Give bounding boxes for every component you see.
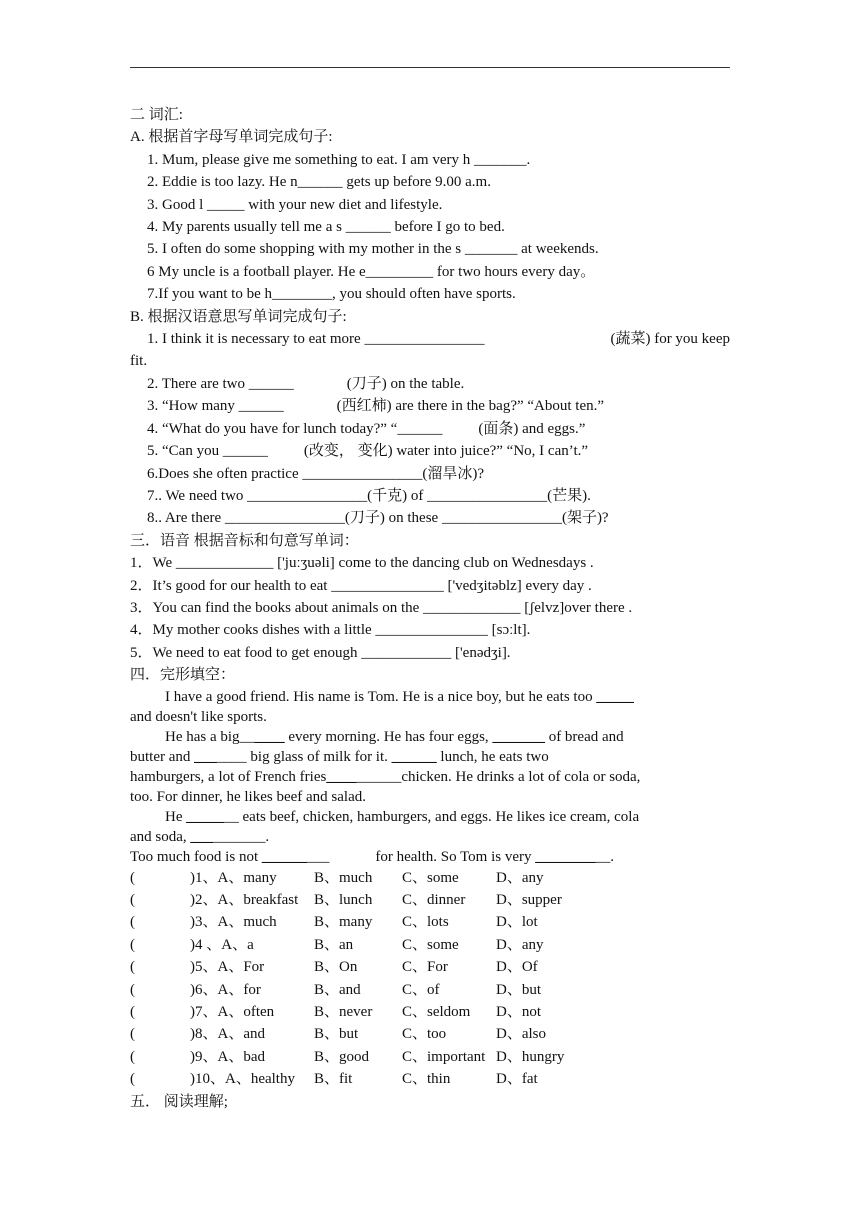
header-rule <box>130 67 730 68</box>
option-b: B、fit <box>314 1071 353 1088</box>
part-b-item-5-a: 5. “Can you ______ <box>147 443 268 460</box>
cloze-line-5 <box>130 767 730 787</box>
cloze-line-4 <box>130 747 730 767</box>
cloze-line-3 <box>130 727 730 747</box>
part-b-item-3-b: (西红柿) are there in the bag?” “About ten.” <box>336 398 605 415</box>
option-d: D、lot <box>496 914 538 931</box>
part-a-item-4: 4. My parents usually tell me a s ______ before I go to bed. <box>147 219 505 236</box>
cloze-line-9 <box>130 847 730 867</box>
cloze-blank-6a: ____ <box>326 768 357 785</box>
part-b-item-2 <box>130 373 730 395</box>
answer-paren: ( <box>130 1026 135 1043</box>
option-d: D、any <box>496 936 544 953</box>
cloze-blank-6b: ______ <box>356 768 402 785</box>
worksheet <box>130 104 730 1113</box>
option-d: D、not <box>496 1004 542 1020</box>
section-3-item-1: 1．We _____________ ['juːʒuəli] come to the dancing club on Wednesdays . <box>130 555 594 572</box>
part-b-item-1 <box>130 328 730 350</box>
cloze-text: Too much food is not <box>130 848 262 865</box>
answer-paren: ( <box>130 869 135 886</box>
part-a-item-2: 2. Eddie is too lazy. He n______ gets up before 9.00 a.m. <box>147 174 491 191</box>
option-b: B、never <box>314 1004 373 1020</box>
cloze-blank-8a: ___ <box>190 828 213 845</box>
cloze-text: for health. So Tom is very <box>375 848 536 865</box>
part-a-item-1: 1. Mum, please give me something to eat. I am very h _______. <box>147 151 531 168</box>
part-a-item-6: 6 My uncle is a football player. He e_________ for two hours every day。 <box>147 263 596 280</box>
option-row <box>130 1001 576 1023</box>
section-5-title: 五． 阅读理解; <box>130 1093 228 1110</box>
section-3-item-2: 2．It’s good for our health to eat _______________ ['vedʒitəblz] every day . <box>130 577 592 594</box>
part-b-item-3-a: 3. “How many ______ <box>147 398 284 415</box>
cloze-text: He <box>165 808 187 825</box>
option-row <box>130 1068 576 1090</box>
part-b-item-6: 6.Does she often practice ________________(溜旱冰)? <box>147 465 485 482</box>
option-d: D、fat <box>496 1071 538 1088</box>
cloze-text: chicken. He drinks a lot of cola or soda, <box>401 768 641 785</box>
option-c: C、some <box>402 869 459 886</box>
option-d: D、but <box>496 981 542 998</box>
cloze-text: lunch, he eats two <box>436 748 549 765</box>
answer-paren: ( <box>130 891 135 908</box>
option-row <box>130 956 576 978</box>
section-2-title: 二 词汇: <box>130 107 183 123</box>
cloze-blank-4a: ___ <box>194 748 217 765</box>
option-row <box>130 1046 576 1068</box>
option-row <box>130 934 576 956</box>
part-b-item-1-end: (蔬菜) for you keep <box>610 331 730 348</box>
answer-paren: ( <box>130 1048 135 1065</box>
part-b-item-1-cont: fit. <box>130 353 148 370</box>
answer-paren: ( <box>130 1004 135 1020</box>
cloze-passage <box>130 687 730 867</box>
option-c: C、For <box>402 959 448 976</box>
option-b: B、many <box>314 914 373 931</box>
cloze-text: every morning. He has four eggs, <box>284 728 493 745</box>
option-d: D、hungry <box>496 1048 565 1065</box>
answer-paren: ( <box>130 959 135 976</box>
cloze-blank-4b: ____ <box>216 748 247 765</box>
part-b-item-4-b: (面条) and eggs.” <box>478 420 586 437</box>
option-d: D、also <box>496 1026 546 1043</box>
option-a: )7、A、often <box>190 1004 275 1020</box>
option-a: )6、A、for <box>190 981 261 998</box>
option-c: C、too <box>402 1026 447 1043</box>
cloze-text: hamburgers, a lot of French fries <box>130 768 327 785</box>
option-row <box>130 911 576 933</box>
section-3-item-4: 4．My mother cooks dishes with a little _______________ [sɔːlt]. <box>130 622 531 639</box>
cloze-line-1 <box>130 687 730 707</box>
cloze-text: . <box>265 828 270 845</box>
option-d: D、Of <box>496 959 538 976</box>
part-b-item-2-b: (刀子) on the table. <box>346 375 465 392</box>
option-c: C、lots <box>402 914 449 931</box>
answer-paren: ( <box>130 981 135 998</box>
option-c: C、dinner <box>402 891 466 908</box>
option-c: C、important <box>402 1048 486 1065</box>
option-row <box>130 867 576 889</box>
cloze-blank-9b: ___ <box>306 848 330 865</box>
part-b-item-4 <box>130 418 730 440</box>
cloze-text: and soda, <box>130 828 191 845</box>
cloze-text: butter and <box>130 748 195 765</box>
cloze-blank-9a: ______ <box>261 848 307 865</box>
option-b: B、and <box>314 981 361 998</box>
cloze-blank-2a: __ <box>239 728 255 745</box>
cloze-text: eats beef, chicken, hamburgers, and eggs. He likes ice cream, cola <box>238 808 640 825</box>
part-b-item-2-a: 2. There are two ______ <box>147 375 294 392</box>
cloze-blank-7a: _____ <box>186 808 224 825</box>
section-3-item-3: 3．You can find the books about animals on the _____________ [ʃelvz]over there . <box>130 599 633 616</box>
option-a: )1、A、many <box>190 869 277 886</box>
cloze-blank-2b: ____ <box>254 728 285 745</box>
option-a: )4 、A、a <box>190 936 254 953</box>
cloze-text: of bread and <box>544 728 624 745</box>
option-a: )2、A、breakfast <box>190 891 299 908</box>
part-b-item-8: 8.. Are there ________________(刀子) on these ________________(架子)? <box>147 510 609 527</box>
cloze-line-6: too. For dinner, he likes beef and salad. <box>130 788 367 805</box>
option-row <box>130 979 576 1001</box>
option-b: B、an <box>314 936 354 953</box>
cloze-blank-10b: __. <box>595 848 615 865</box>
option-c: C、some <box>402 936 459 953</box>
cloze-blank-7b: __ <box>223 808 239 825</box>
option-b: B、much <box>314 869 373 886</box>
cloze-blank-3: _______ <box>492 728 545 745</box>
option-d: D、supper <box>496 891 562 908</box>
section-4-title: 四．完形填空： <box>130 667 236 684</box>
option-c: C、seldom <box>402 1004 471 1020</box>
part-b-item-4-a: 4. “What do you have for lunch today?” “______ <box>147 420 443 437</box>
part-b-item-7: 7.. We need two ________________(千克) of ________________(芒果). <box>147 487 591 504</box>
section-3-title: 三．语音 根据音标和句意写单词： <box>130 532 359 549</box>
part-b-item-3 <box>130 395 730 417</box>
option-a: )5、A、For <box>190 959 265 976</box>
option-b: B、lunch <box>314 891 373 908</box>
option-a: )3、A、much <box>190 914 277 931</box>
cloze-options <box>130 867 576 1091</box>
answer-paren: ( <box>130 936 135 953</box>
option-c: C、of <box>402 981 440 998</box>
cloze-blank-10a: ________ <box>535 848 596 865</box>
option-row <box>130 1023 576 1045</box>
option-a: )9、A、bad <box>190 1048 265 1065</box>
option-b: B、good <box>314 1048 370 1065</box>
option-c: C、thin <box>402 1071 451 1088</box>
cloze-line-2: and doesn't like sports. <box>130 708 267 725</box>
section-3-item-5: 5．We need to eat food to get enough ____________ ['enədʒi]. <box>130 644 511 661</box>
part-b-heading: B. 根据汉语意思写单词完成句子: <box>130 308 347 325</box>
option-a: )10、A、healthy <box>190 1071 295 1088</box>
cloze-blank-8b: _______ <box>212 828 266 845</box>
option-row <box>130 889 576 911</box>
part-b-item-5-b: (改变， 变化) water into juice?” “No, I can’t.” <box>303 443 589 460</box>
cloze-text: I have a good friend. His name is Tom. He is a nice boy, but he eats too <box>165 688 597 705</box>
part-a-item-3: 3. Good l _____ with your new diet and lifestyle. <box>147 196 443 213</box>
option-b: B、but <box>314 1026 359 1043</box>
option-d: D、any <box>496 869 544 886</box>
part-a-item-5: 5. I often do some shopping with my mother in the s _______ at weekends. <box>147 241 599 258</box>
answer-paren: ( <box>130 1071 135 1088</box>
cloze-blank-1: _____ <box>596 688 634 705</box>
cloze-text: big glass of milk for it. <box>246 748 392 765</box>
part-b-item-1-start: 1. I think it is necessary to eat more ________________ <box>147 331 485 348</box>
answer-paren: ( <box>130 914 135 931</box>
option-b: B、On <box>314 959 358 976</box>
cloze-blank-5: ______ <box>391 748 437 765</box>
part-b-item-5 <box>130 440 730 462</box>
cloze-line-7 <box>130 807 730 827</box>
part-a-heading: A. 根据首字母写单词完成句子: <box>130 129 333 146</box>
part-a-item-7: 7.If you want to be h________, you should often have sports. <box>147 286 516 303</box>
option-a: )8、A、and <box>190 1026 265 1043</box>
cloze-text: He has a big <box>165 728 240 745</box>
cloze-line-8 <box>130 827 730 847</box>
